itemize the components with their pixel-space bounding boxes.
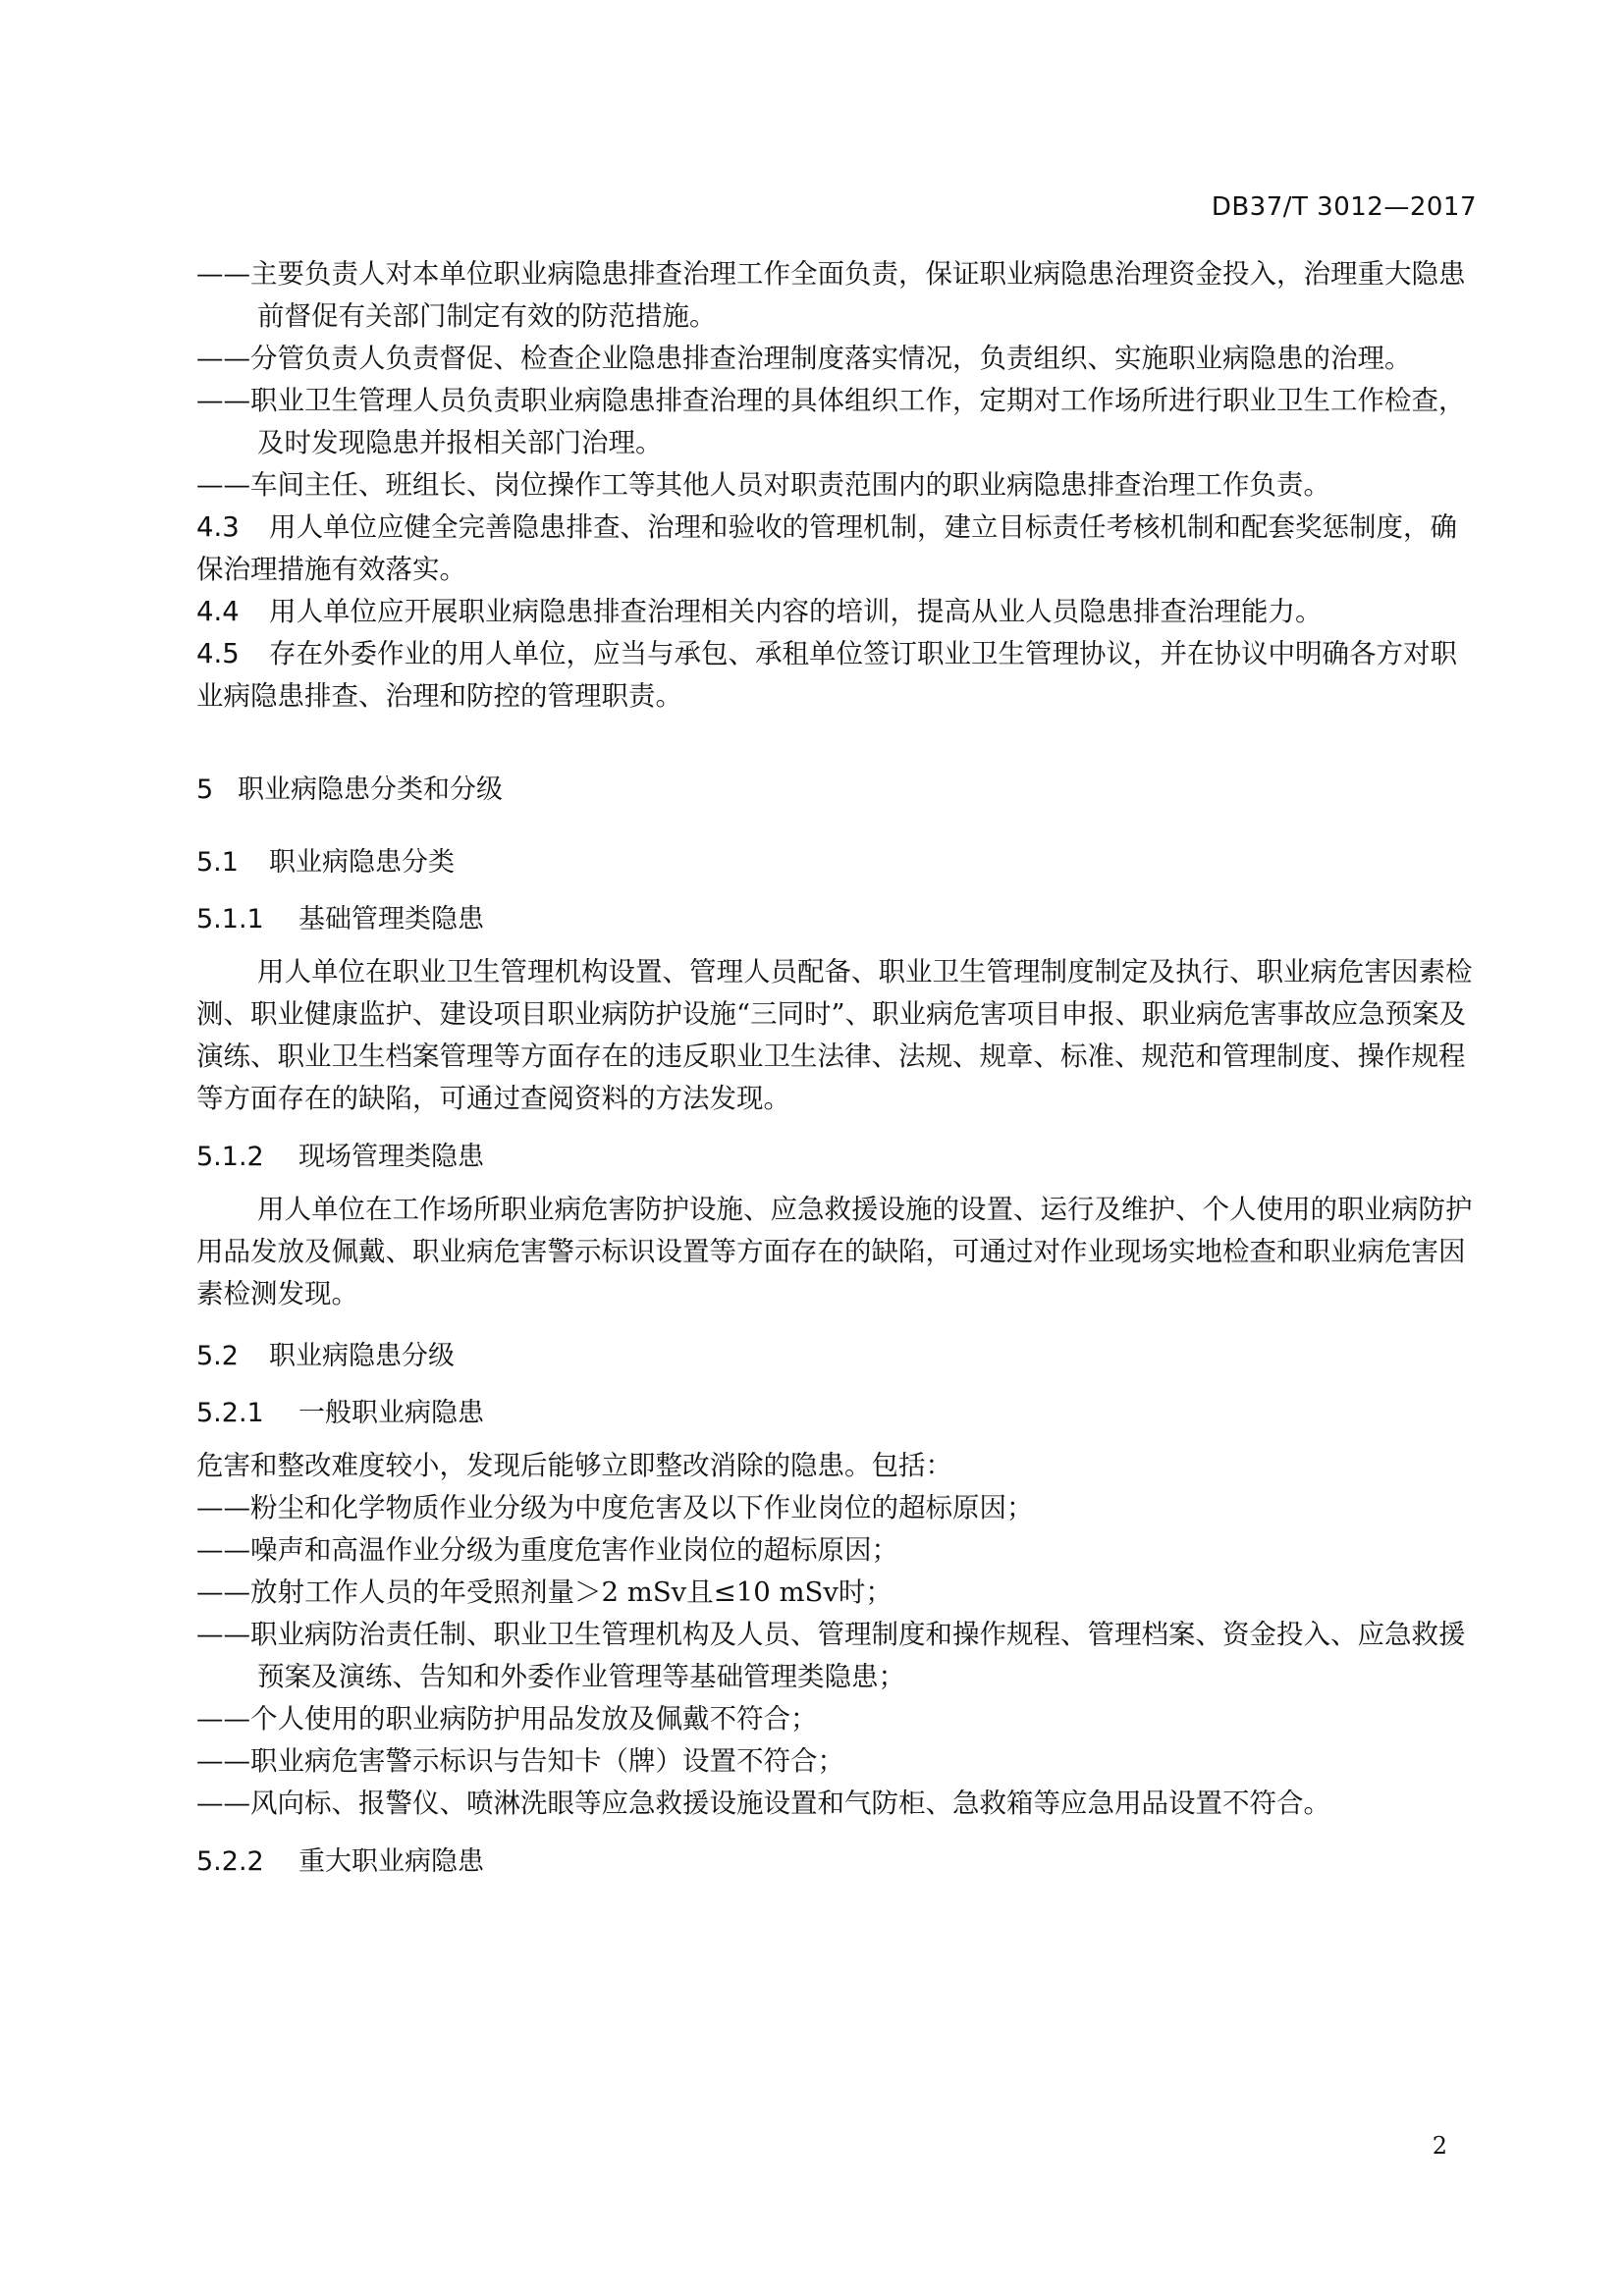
section-paragraph: 用人单位在工作场所职业病危害防护设施、应急救援设施的设置、运行及维护、个人使用的职业病防护用品发放及佩戴、职业病危害警示标识设置等方面存在的缺陷，可通过对作业现场实地检查和职业病危害因素检测发现。 <box>196 1194 1473 1309</box>
section-number: 5.2 <box>196 1341 239 1371</box>
document-code-header: DB37/T 3012—2017 <box>1211 192 1477 222</box>
clause-number: 4.3 <box>196 511 240 543</box>
list-item: ——风向标、报警仪、喷淋洗眼等应急救援设施设置和气防柜、急救箱等应急用品设置不符合。 <box>196 1788 1330 1819</box>
section-title: 重大职业病隐患 <box>298 1846 484 1877</box>
clause-4-5 <box>196 633 1478 718</box>
section-title: 职业病隐患分类和分级 <box>238 774 503 805</box>
document-body <box>196 253 1478 1894</box>
clause-text: 用人单位应开展职业病隐患排查治理相关内容的培训，提高从业人员隐患排查治理能力。 <box>269 596 1323 627</box>
list-item: ——个人使用的职业病防护用品发放及佩戴不符合； <box>196 1703 818 1735</box>
page-number: 2 <box>1432 2132 1447 2160</box>
section-heading-5-1-2 <box>196 1138 1478 1177</box>
section-heading-5 <box>196 771 1478 810</box>
responsibility-item: ——分管负责人负责督促、检查企业隐患排查治理制度落实情况，负责组织、实施职业病隐患的治理。 <box>196 343 1412 374</box>
section-number: 5 <box>196 774 214 805</box>
section-number: 5.2.1 <box>196 1398 264 1428</box>
list-item: ——粉尘和化学物质作业分级为中度危害及以下作业岗位的超标原因； <box>196 1492 1034 1523</box>
section-title: 职业病隐患分类 <box>269 847 455 878</box>
section-title: 现场管理类隐患 <box>298 1142 484 1172</box>
section-heading-5-2-2 <box>196 1842 1478 1882</box>
clause-4-4 <box>196 591 1478 633</box>
section-title: 基础管理类隐患 <box>298 904 484 934</box>
section-heading-5-1 <box>196 843 1478 882</box>
list-item: ——噪声和高温作业分级为重度危害作业岗位的超标原因； <box>196 1534 898 1566</box>
clause-text: 用人单位应健全完善隐患排查、治理和验收的管理机制，建立目标责任考核机制和配套奖惩制度，确保治理措施有效落实。 <box>196 511 1457 585</box>
section-heading-5-2-1 <box>196 1394 1478 1433</box>
section-number: 5.1.2 <box>196 1142 264 1172</box>
responsibility-item: ——车间主任、班组长、岗位操作工等其他人员对职责范围内的职业病隐患排查治理工作负责。 <box>196 469 1330 501</box>
list-item: ——职业病防治责任制、职业卫生管理机构及人员、管理制度和操作规程、管理档案、资金投入、应急救援预案及演练、告知和外委作业管理等基础管理类隐患； <box>196 1619 1466 1692</box>
section-title: 职业病隐患分级 <box>269 1341 455 1371</box>
section-heading-5-2 <box>196 1337 1478 1376</box>
list-item: ——职业病危害警示标识与告知卡（牌）设置不符合； <box>196 1745 844 1777</box>
section-heading-5-1-1 <box>196 900 1478 939</box>
section-number: 5.1.1 <box>196 904 264 934</box>
clause-number: 4.4 <box>196 596 240 627</box>
clause-text: 存在外委作业的用人单位，应当与承包、承租单位签订职业卫生管理协议，并在协议中明确各方对职业病隐患排查、治理和防控的管理职责。 <box>196 638 1457 712</box>
clause-4-3 <box>196 507 1478 591</box>
section-title: 一般职业病隐患 <box>298 1398 484 1428</box>
section-intro: 危害和整改难度较小，发现后能够立即整改消除的隐患。包括： <box>196 1450 952 1481</box>
clause-number: 4.5 <box>196 638 240 669</box>
section-number: 5.1 <box>196 847 239 878</box>
section-paragraph: 用人单位在职业卫生管理机构设置、管理人员配备、职业卫生管理制度制定及执行、职业病危害因素检测、职业健康监护、建设项目职业病防护设施“三同时”、职业病危害项目申报、职业病危害事故应急预案及演练、职业卫生档案管理等方面存在的违反职业卫生法律、法规、规章、标准、规范和管理制度、操作规程等方面存在的缺陷，可通过查阅资料的方法发现。 <box>196 956 1473 1114</box>
section-number: 5.2.2 <box>196 1846 264 1877</box>
responsibility-item: ——职业卫生管理人员负责职业病隐患排查治理的具体组织工作，定期对工作场所进行职业卫生工作检查，及时发现隐患并报相关部门治理。 <box>196 385 1466 458</box>
list-item: ——放射工作人员的年受照剂量＞2 mSv且≤10 mSv时； <box>196 1576 893 1608</box>
responsibility-item: ——主要负责人对本单位职业病隐患排查治理工作全面负责，保证职业病隐患治理资金投入，治理重大隐患前督促有关部门制定有效的防范措施。 <box>196 258 1466 332</box>
